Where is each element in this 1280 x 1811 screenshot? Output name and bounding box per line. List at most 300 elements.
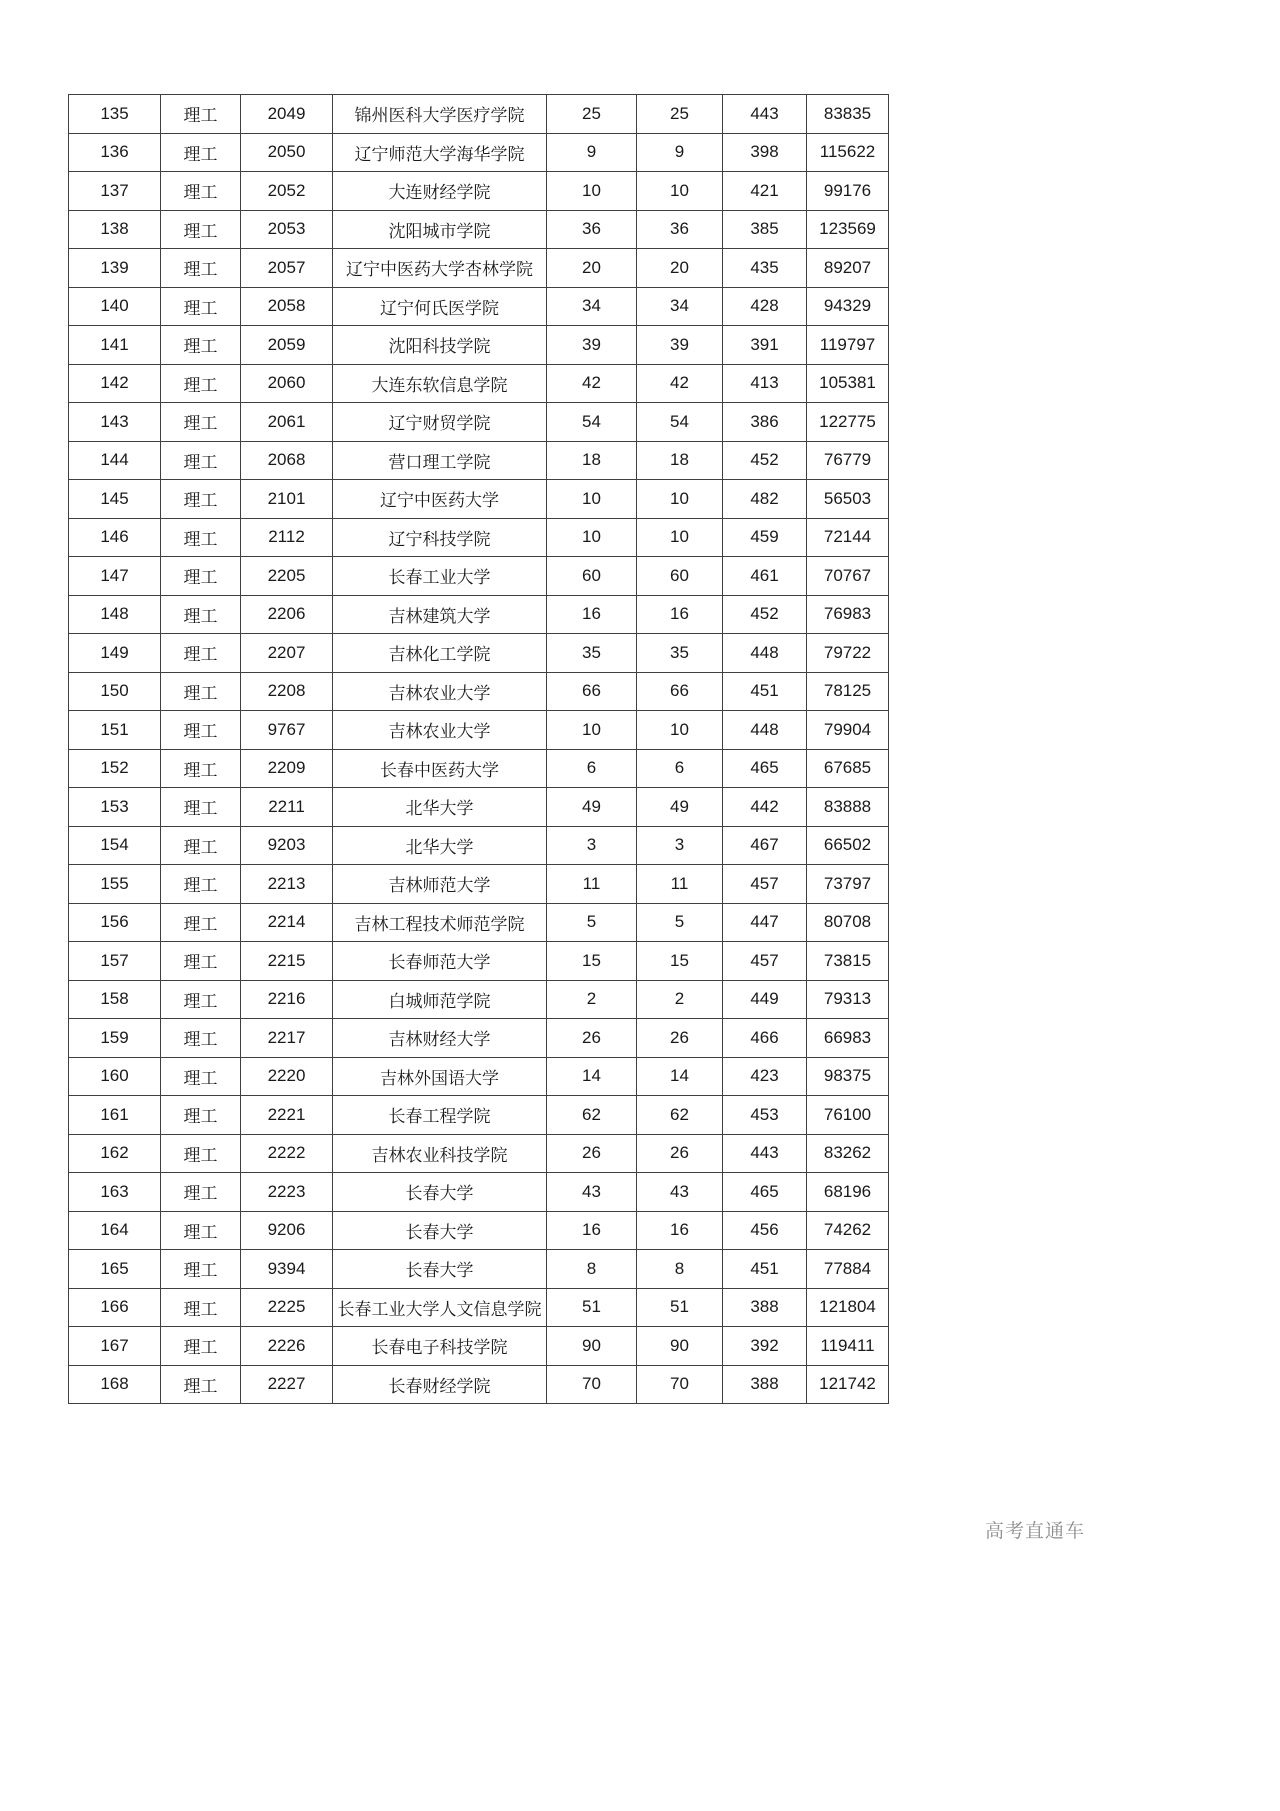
cell-row-index: 150	[69, 672, 161, 711]
cell-school-code: 2053	[241, 210, 333, 249]
cell-min-score: 421	[723, 172, 807, 211]
cell-school-name: 白城师范学院	[333, 980, 547, 1019]
cell-row-index: 145	[69, 480, 161, 519]
cell-row-index: 149	[69, 634, 161, 673]
cell-plan-count: 9	[547, 133, 637, 172]
cell-min-score: 465	[723, 749, 807, 788]
cell-min-score: 443	[723, 1134, 807, 1173]
cell-subject-category: 理工	[161, 595, 241, 634]
cell-school-name: 吉林农业科技学院	[333, 1134, 547, 1173]
cell-subject-category: 理工	[161, 287, 241, 326]
cell-admitted-count: 14	[637, 1057, 723, 1096]
cell-school-code: 2226	[241, 1327, 333, 1366]
cell-min-rank: 119411	[807, 1327, 889, 1366]
cell-row-index: 158	[69, 980, 161, 1019]
cell-admitted-count: 18	[637, 441, 723, 480]
cell-min-rank: 122775	[807, 403, 889, 442]
cell-row-index: 164	[69, 1211, 161, 1250]
cell-admitted-count: 10	[637, 518, 723, 557]
cell-row-index: 165	[69, 1250, 161, 1289]
cell-school-code: 2206	[241, 595, 333, 634]
table-row	[69, 1211, 889, 1250]
cell-school-name: 长春中医药大学	[333, 749, 547, 788]
cell-min-score: 459	[723, 518, 807, 557]
cell-min-rank: 83888	[807, 788, 889, 827]
cell-subject-category: 理工	[161, 364, 241, 403]
cell-subject-category: 理工	[161, 518, 241, 557]
cell-min-rank: 94329	[807, 287, 889, 326]
cell-plan-count: 8	[547, 1250, 637, 1289]
cell-plan-count: 25	[547, 95, 637, 134]
cell-plan-count: 10	[547, 518, 637, 557]
admission-score-table	[68, 94, 889, 1404]
cell-row-index: 167	[69, 1327, 161, 1366]
cell-min-score: 398	[723, 133, 807, 172]
cell-plan-count: 90	[547, 1327, 637, 1366]
table-row	[69, 95, 889, 134]
cell-admitted-count: 35	[637, 634, 723, 673]
cell-school-name: 长春财经学院	[333, 1365, 547, 1404]
table-row	[69, 364, 889, 403]
cell-min-score: 428	[723, 287, 807, 326]
table-row	[69, 1365, 889, 1404]
cell-subject-category: 理工	[161, 441, 241, 480]
cell-admitted-count: 60	[637, 557, 723, 596]
cell-school-name: 辽宁何氏医学院	[333, 287, 547, 326]
cell-school-code: 2216	[241, 980, 333, 1019]
cell-row-index: 141	[69, 326, 161, 365]
cell-row-index: 142	[69, 364, 161, 403]
cell-school-name: 吉林建筑大学	[333, 595, 547, 634]
cell-min-score: 457	[723, 865, 807, 904]
table-row	[69, 518, 889, 557]
cell-plan-count: 42	[547, 364, 637, 403]
table-row	[69, 403, 889, 442]
cell-subject-category: 理工	[161, 980, 241, 1019]
cell-school-code: 2223	[241, 1173, 333, 1212]
cell-admitted-count: 26	[637, 1019, 723, 1058]
cell-admitted-count: 36	[637, 210, 723, 249]
table-row	[69, 595, 889, 634]
cell-plan-count: 26	[547, 1019, 637, 1058]
table-row	[69, 1019, 889, 1058]
table-row	[69, 1288, 889, 1327]
cell-school-name: 辽宁中医药大学	[333, 480, 547, 519]
cell-school-name: 大连财经学院	[333, 172, 547, 211]
cell-admitted-count: 3	[637, 826, 723, 865]
cell-plan-count: 36	[547, 210, 637, 249]
table-row	[69, 865, 889, 904]
cell-school-name: 吉林农业大学	[333, 672, 547, 711]
cell-row-index: 159	[69, 1019, 161, 1058]
cell-school-name: 吉林农业大学	[333, 711, 547, 750]
cell-min-score: 456	[723, 1211, 807, 1250]
table-row	[69, 172, 889, 211]
cell-school-code: 2222	[241, 1134, 333, 1173]
cell-school-code: 2227	[241, 1365, 333, 1404]
table-row	[69, 1250, 889, 1289]
cell-min-rank: 121742	[807, 1365, 889, 1404]
table-row	[69, 1057, 889, 1096]
cell-school-name: 营口理工学院	[333, 441, 547, 480]
cell-school-name: 长春大学	[333, 1250, 547, 1289]
cell-school-name: 辽宁师范大学海华学院	[333, 133, 547, 172]
cell-school-code: 2052	[241, 172, 333, 211]
cell-subject-category: 理工	[161, 326, 241, 365]
cell-school-name: 沈阳科技学院	[333, 326, 547, 365]
cell-min-score: 461	[723, 557, 807, 596]
cell-school-name: 锦州医科大学医疗学院	[333, 95, 547, 134]
cell-min-rank: 73797	[807, 865, 889, 904]
cell-admitted-count: 11	[637, 865, 723, 904]
cell-row-index: 144	[69, 441, 161, 480]
cell-admitted-count: 25	[637, 95, 723, 134]
watermark: 高考直通车	[985, 1521, 1086, 1542]
cell-subject-category: 理工	[161, 1288, 241, 1327]
cell-admitted-count: 51	[637, 1288, 723, 1327]
cell-school-code: 9767	[241, 711, 333, 750]
cell-school-code: 2221	[241, 1096, 333, 1135]
cell-min-rank: 79904	[807, 711, 889, 750]
cell-row-index: 160	[69, 1057, 161, 1096]
cell-min-score: 449	[723, 980, 807, 1019]
cell-row-index: 151	[69, 711, 161, 750]
cell-row-index: 161	[69, 1096, 161, 1135]
cell-min-rank: 123569	[807, 210, 889, 249]
cell-plan-count: 62	[547, 1096, 637, 1135]
cell-plan-count: 35	[547, 634, 637, 673]
cell-plan-count: 51	[547, 1288, 637, 1327]
cell-plan-count: 26	[547, 1134, 637, 1173]
cell-min-rank: 78125	[807, 672, 889, 711]
cell-school-name: 大连东软信息学院	[333, 364, 547, 403]
cell-school-name: 长春大学	[333, 1173, 547, 1212]
cell-row-index: 156	[69, 903, 161, 942]
cell-school-name: 北华大学	[333, 788, 547, 827]
cell-subject-category: 理工	[161, 557, 241, 596]
cell-admitted-count: 39	[637, 326, 723, 365]
table-row	[69, 249, 889, 288]
cell-min-rank: 105381	[807, 364, 889, 403]
cell-school-name: 长春工业大学	[333, 557, 547, 596]
cell-min-score: 467	[723, 826, 807, 865]
cell-school-name: 辽宁财贸学院	[333, 403, 547, 442]
cell-admitted-count: 10	[637, 172, 723, 211]
cell-school-name: 吉林化工学院	[333, 634, 547, 673]
cell-min-score: 442	[723, 788, 807, 827]
cell-row-index: 153	[69, 788, 161, 827]
cell-subject-category: 理工	[161, 1211, 241, 1250]
table-body	[69, 95, 889, 1404]
cell-admitted-count: 42	[637, 364, 723, 403]
table-row	[69, 210, 889, 249]
cell-school-code: 2225	[241, 1288, 333, 1327]
cell-school-name: 长春电子科技学院	[333, 1327, 547, 1366]
cell-min-score: 435	[723, 249, 807, 288]
cell-plan-count: 70	[547, 1365, 637, 1404]
cell-row-index: 137	[69, 172, 161, 211]
cell-school-name: 吉林外国语大学	[333, 1057, 547, 1096]
cell-min-rank: 73815	[807, 942, 889, 981]
cell-subject-category: 理工	[161, 1327, 241, 1366]
cell-plan-count: 6	[547, 749, 637, 788]
cell-min-rank: 98375	[807, 1057, 889, 1096]
cell-min-rank: 74262	[807, 1211, 889, 1250]
cell-school-code: 2214	[241, 903, 333, 942]
cell-admitted-count: 49	[637, 788, 723, 827]
cell-admitted-count: 9	[637, 133, 723, 172]
cell-admitted-count: 15	[637, 942, 723, 981]
cell-subject-category: 理工	[161, 1250, 241, 1289]
cell-admitted-count: 66	[637, 672, 723, 711]
cell-min-rank: 83835	[807, 95, 889, 134]
cell-min-rank: 70767	[807, 557, 889, 596]
cell-min-score: 443	[723, 95, 807, 134]
cell-min-score: 448	[723, 634, 807, 673]
cell-plan-count: 60	[547, 557, 637, 596]
cell-plan-count: 49	[547, 788, 637, 827]
table-row	[69, 942, 889, 981]
cell-subject-category: 理工	[161, 1365, 241, 1404]
cell-min-rank: 79722	[807, 634, 889, 673]
cell-school-code: 2220	[241, 1057, 333, 1096]
cell-row-index: 162	[69, 1134, 161, 1173]
cell-plan-count: 15	[547, 942, 637, 981]
cell-plan-count: 10	[547, 711, 637, 750]
cell-plan-count: 43	[547, 1173, 637, 1212]
cell-plan-count: 5	[547, 903, 637, 942]
cell-admitted-count: 62	[637, 1096, 723, 1135]
cell-min-score: 452	[723, 441, 807, 480]
cell-subject-category: 理工	[161, 480, 241, 519]
cell-row-index: 148	[69, 595, 161, 634]
cell-school-name: 吉林财经大学	[333, 1019, 547, 1058]
table-row	[69, 711, 889, 750]
cell-subject-category: 理工	[161, 711, 241, 750]
cell-admitted-count: 70	[637, 1365, 723, 1404]
cell-plan-count: 66	[547, 672, 637, 711]
cell-min-score: 451	[723, 1250, 807, 1289]
table-row	[69, 1173, 889, 1212]
cell-row-index: 168	[69, 1365, 161, 1404]
cell-min-rank: 89207	[807, 249, 889, 288]
table-row	[69, 1134, 889, 1173]
cell-subject-category: 理工	[161, 788, 241, 827]
cell-row-index: 146	[69, 518, 161, 557]
cell-school-code: 2112	[241, 518, 333, 557]
cell-min-rank: 76100	[807, 1096, 889, 1135]
cell-min-score: 388	[723, 1288, 807, 1327]
cell-admitted-count: 2	[637, 980, 723, 1019]
cell-plan-count: 3	[547, 826, 637, 865]
cell-subject-category: 理工	[161, 672, 241, 711]
cell-min-rank: 66983	[807, 1019, 889, 1058]
cell-school-name: 吉林师范大学	[333, 865, 547, 904]
cell-subject-category: 理工	[161, 634, 241, 673]
cell-subject-category: 理工	[161, 749, 241, 788]
table-row	[69, 441, 889, 480]
cell-admitted-count: 8	[637, 1250, 723, 1289]
cell-plan-count: 10	[547, 480, 637, 519]
table-row	[69, 672, 889, 711]
cell-row-index: 152	[69, 749, 161, 788]
cell-admitted-count: 20	[637, 249, 723, 288]
cell-subject-category: 理工	[161, 172, 241, 211]
cell-subject-category: 理工	[161, 1096, 241, 1135]
cell-min-rank: 115622	[807, 133, 889, 172]
cell-school-name: 北华大学	[333, 826, 547, 865]
cell-subject-category: 理工	[161, 1173, 241, 1212]
cell-min-rank: 119797	[807, 326, 889, 365]
cell-admitted-count: 16	[637, 1211, 723, 1250]
cell-plan-count: 2	[547, 980, 637, 1019]
cell-school-code: 2101	[241, 480, 333, 519]
cell-min-score: 453	[723, 1096, 807, 1135]
cell-admitted-count: 43	[637, 1173, 723, 1212]
cell-min-rank: 76779	[807, 441, 889, 480]
table-row	[69, 788, 889, 827]
cell-subject-category: 理工	[161, 249, 241, 288]
cell-row-index: 140	[69, 287, 161, 326]
cell-min-rank: 68196	[807, 1173, 889, 1212]
cell-admitted-count: 10	[637, 711, 723, 750]
cell-school-code: 2208	[241, 672, 333, 711]
cell-school-name: 辽宁中医药大学杏林学院	[333, 249, 547, 288]
cell-min-score: 465	[723, 1173, 807, 1212]
cell-school-code: 2058	[241, 287, 333, 326]
cell-subject-category: 理工	[161, 903, 241, 942]
cell-min-rank: 77884	[807, 1250, 889, 1289]
table-row	[69, 480, 889, 519]
cell-admitted-count: 34	[637, 287, 723, 326]
cell-subject-category: 理工	[161, 1019, 241, 1058]
cell-min-rank: 99176	[807, 172, 889, 211]
cell-subject-category: 理工	[161, 1134, 241, 1173]
cell-min-score: 385	[723, 210, 807, 249]
cell-subject-category: 理工	[161, 403, 241, 442]
cell-school-code: 2205	[241, 557, 333, 596]
cell-min-score: 466	[723, 1019, 807, 1058]
cell-min-score: 482	[723, 480, 807, 519]
cell-subject-category: 理工	[161, 133, 241, 172]
cell-row-index: 163	[69, 1173, 161, 1212]
cell-school-code: 9206	[241, 1211, 333, 1250]
cell-row-index: 143	[69, 403, 161, 442]
table-row	[69, 133, 889, 172]
cell-min-score: 448	[723, 711, 807, 750]
cell-school-code: 2215	[241, 942, 333, 981]
table-row	[69, 980, 889, 1019]
cell-admitted-count: 26	[637, 1134, 723, 1173]
cell-plan-count: 14	[547, 1057, 637, 1096]
cell-admitted-count: 6	[637, 749, 723, 788]
cell-plan-count: 20	[547, 249, 637, 288]
cell-row-index: 154	[69, 826, 161, 865]
table-row	[69, 557, 889, 596]
cell-subject-category: 理工	[161, 865, 241, 904]
cell-row-index: 138	[69, 210, 161, 249]
cell-school-code: 9203	[241, 826, 333, 865]
cell-plan-count: 16	[547, 595, 637, 634]
cell-row-index: 157	[69, 942, 161, 981]
table-row	[69, 749, 889, 788]
cell-min-score: 391	[723, 326, 807, 365]
cell-min-rank: 72144	[807, 518, 889, 557]
cell-min-score: 457	[723, 942, 807, 981]
cell-subject-category: 理工	[161, 826, 241, 865]
cell-min-rank: 121804	[807, 1288, 889, 1327]
cell-subject-category: 理工	[161, 210, 241, 249]
cell-admitted-count: 90	[637, 1327, 723, 1366]
cell-min-rank: 83262	[807, 1134, 889, 1173]
cell-school-code: 9394	[241, 1250, 333, 1289]
table-row	[69, 826, 889, 865]
cell-min-rank: 80708	[807, 903, 889, 942]
table-row	[69, 1327, 889, 1366]
cell-min-score: 451	[723, 672, 807, 711]
cell-subject-category: 理工	[161, 1057, 241, 1096]
cell-min-score: 413	[723, 364, 807, 403]
cell-school-code: 2059	[241, 326, 333, 365]
cell-min-rank: 66502	[807, 826, 889, 865]
cell-plan-count: 10	[547, 172, 637, 211]
cell-min-score: 386	[723, 403, 807, 442]
cell-school-name: 辽宁科技学院	[333, 518, 547, 557]
cell-min-score: 392	[723, 1327, 807, 1366]
table-row	[69, 326, 889, 365]
cell-subject-category: 理工	[161, 942, 241, 981]
cell-school-code: 2060	[241, 364, 333, 403]
cell-min-rank: 76983	[807, 595, 889, 634]
cell-min-rank: 67685	[807, 749, 889, 788]
table-row	[69, 1096, 889, 1135]
cell-school-code: 2213	[241, 865, 333, 904]
cell-plan-count: 39	[547, 326, 637, 365]
cell-subject-category: 理工	[161, 95, 241, 134]
cell-row-index: 139	[69, 249, 161, 288]
cell-row-index: 166	[69, 1288, 161, 1327]
cell-min-score: 447	[723, 903, 807, 942]
cell-school-code: 2217	[241, 1019, 333, 1058]
cell-school-name: 长春工程学院	[333, 1096, 547, 1135]
cell-admitted-count: 10	[637, 480, 723, 519]
cell-school-name: 长春大学	[333, 1211, 547, 1250]
cell-school-code: 2209	[241, 749, 333, 788]
cell-row-index: 155	[69, 865, 161, 904]
cell-plan-count: 34	[547, 287, 637, 326]
cell-row-index: 136	[69, 133, 161, 172]
cell-min-score: 388	[723, 1365, 807, 1404]
cell-school-code: 2068	[241, 441, 333, 480]
cell-school-name: 吉林工程技术师范学院	[333, 903, 547, 942]
cell-school-code: 2207	[241, 634, 333, 673]
cell-school-name: 长春师范大学	[333, 942, 547, 981]
cell-plan-count: 16	[547, 1211, 637, 1250]
cell-plan-count: 54	[547, 403, 637, 442]
cell-min-score: 452	[723, 595, 807, 634]
cell-min-score: 423	[723, 1057, 807, 1096]
cell-min-rank: 56503	[807, 480, 889, 519]
table-row	[69, 634, 889, 673]
cell-min-rank: 79313	[807, 980, 889, 1019]
cell-school-code: 2057	[241, 249, 333, 288]
cell-plan-count: 11	[547, 865, 637, 904]
table-row	[69, 903, 889, 942]
cell-school-code: 2049	[241, 95, 333, 134]
cell-plan-count: 18	[547, 441, 637, 480]
cell-school-name: 长春工业大学人文信息学院	[333, 1288, 547, 1327]
cell-school-code: 2061	[241, 403, 333, 442]
